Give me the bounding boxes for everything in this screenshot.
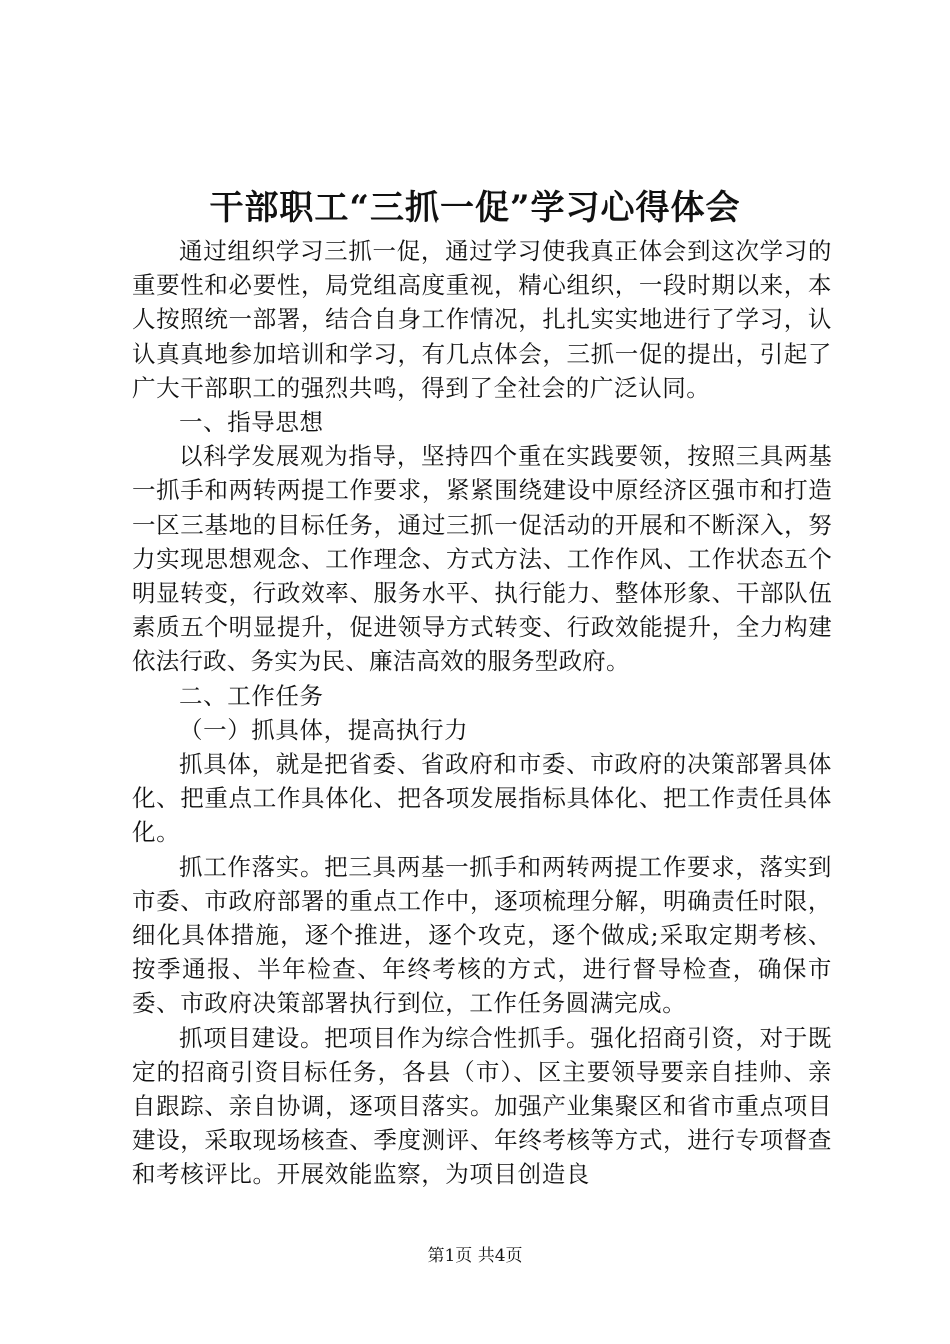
paragraph-project-construction: 抓项目建设。把项目作为综合性抓手。强化招商引资，对于既定的招商引资目标任务，各县（市）、区主要领导要亲自挂帅、亲自跟踪、亲自协调，逐项目落实。加强产业集聚区和省市重点项目建设，采取现场核查、季度测评、年终考核等方式，进行专项督查和考核评比。开展效能监察，为项目创造良: [132, 1023, 832, 1189]
heading-guiding-ideology: 一、指导思想: [179, 408, 324, 437]
document-title: 干部职工“三抓一促”学习心得体会: [209, 188, 741, 228]
page-number: 第1页 共4页: [427, 1246, 523, 1266]
paragraph-guiding-ideology: 以科学发展观为指导，坚持四个重在实践要领，按照三具两基一抓手和两转两提工作要求，紧紧围绕建设中原经济区强市和打造一区三基地的目标任务，通过三抓一促活动的开展和不断深入，努力实现思想观念、工作理念、方式方法、工作作风、工作状态五个明显转变，行政效率、服务水平、执行能力、整体形象、干部队伍素质五个明显提升，促进领导方式转变、行政效能提升，全力构建依法行政、务实为民、廉洁高效的服务型政府。: [132, 442, 832, 676]
heading-work-tasks: 二、工作任务: [179, 681, 324, 710]
subheading-grasp-specifics: （一）抓具体，提高执行力: [179, 715, 469, 744]
document-body: [132, 234, 832, 1192]
paragraph-grasp-specifics: 抓具体，就是把省委、省政府和市委、市政府的决策部署具体化、把重点工作具体化、把各项发展指标具体化、把工作责任具体化。: [132, 750, 832, 847]
paragraph-intro: 通过组织学习三抓一促，通过学习使我真正体会到这次学习的重要性和必要性，局党组高度重视，精心组织，一段时期以来，本人按照统一部署，结合自身工作情况，扎扎实实地进行了学习，认认真真地参加培训和学习，有几点体会，三抓一促的提出，引起了广大干部职工的强烈共鸣，得到了全社会的广泛认同。: [132, 237, 832, 402]
paragraph-work-implementation: 抓工作落实。把三具两基一抓手和两转两提工作要求，落实到市委、市政府部署的重点工作中，逐项梳理分解，明确责任时限，细化具体措施，逐个推进，逐个攻克，逐个做成;采取定期考核、按季通报、半年检查、年终考核的方式，进行督导检查，确保市委、市政府决策部署执行到位，工作任务圆满完成。: [132, 852, 832, 1018]
